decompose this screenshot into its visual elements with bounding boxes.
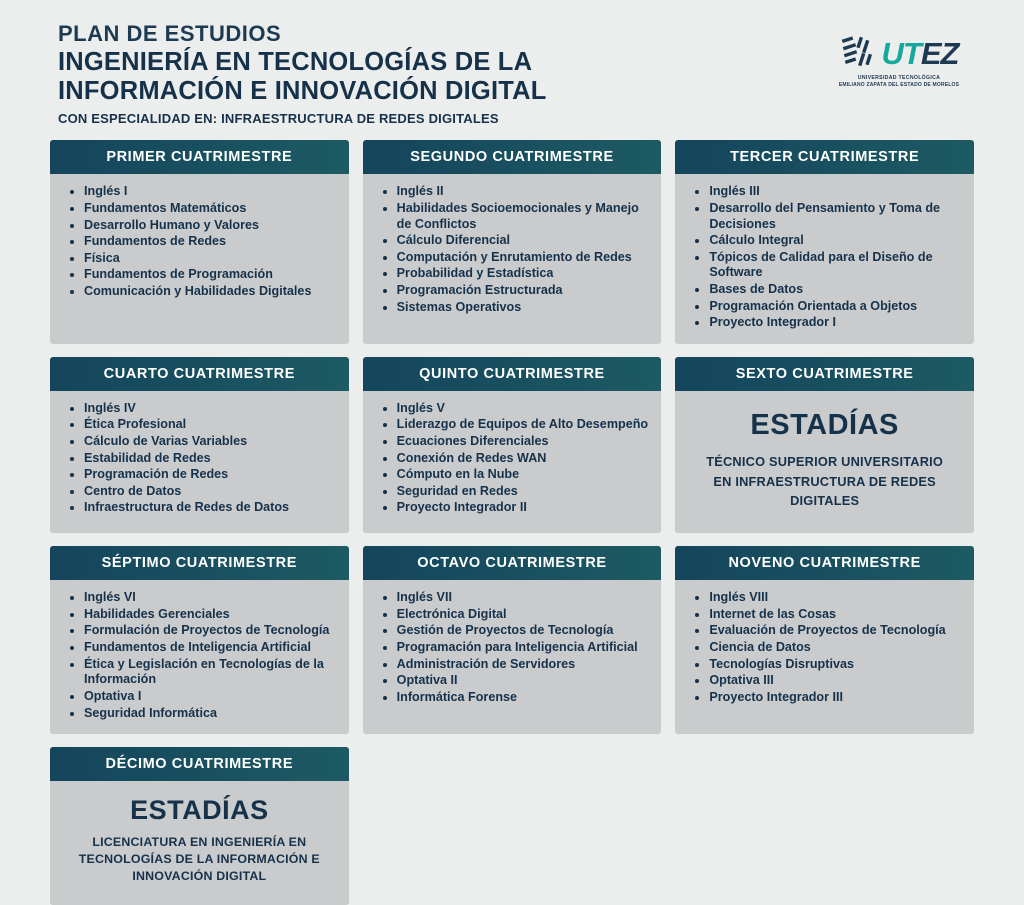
utez-logo xyxy=(824,18,974,88)
course-item: • Desarrollo del Pensamiento y Toma de Decisiones xyxy=(709,201,962,232)
term-card xyxy=(363,357,662,533)
course-item: • Seguridad en Redes xyxy=(397,484,650,500)
course-item: • Inglés III xyxy=(709,184,962,200)
course-item: • Desarrollo Humano y Valores xyxy=(84,218,337,234)
course-item: • Ciencia de Datos xyxy=(709,640,962,656)
page-title xyxy=(58,48,547,105)
term-card-title: SEGUNDO CUATRIMESTRE xyxy=(363,140,662,174)
page-title-eyebrow: PLAN DE ESTUDIOS xyxy=(58,21,282,46)
term-card xyxy=(675,546,974,734)
course-item: • Inglés I xyxy=(84,184,337,200)
course-item: • Inglés II xyxy=(397,184,650,200)
term-card-title: CUARTO CUATRIMESTRE xyxy=(50,357,349,391)
course-item: • Seguridad Informática xyxy=(84,706,337,722)
term-card-courses xyxy=(675,580,974,734)
page-header xyxy=(50,18,974,126)
course-item: • Fundamentos de Redes xyxy=(84,234,337,250)
term-card-title: TERCER CUATRIMESTRE xyxy=(675,140,974,174)
course-item: • Comunicación y Habilidades Digitales xyxy=(84,284,337,300)
term-card xyxy=(363,546,662,734)
estadias-degree: TÉCNICO SUPERIOR UNIVERSITARIO EN INFRAESTRUCTURA DE REDES DIGITALES xyxy=(706,453,944,509)
page-title-line1: INGENIERÍA EN TECNOLOGÍAS DE LA xyxy=(58,48,533,77)
term-card-title: SEXTO CUATRIMESTRE xyxy=(675,357,974,391)
course-item: • Optativa II xyxy=(397,673,650,689)
term-card xyxy=(50,747,349,905)
course-item: • Ecuaciones Diferenciales xyxy=(397,434,650,450)
course-item: • Gestión de Proyectos de Tecnología xyxy=(397,623,650,639)
course-item: • Inglés VIII xyxy=(709,590,962,606)
course-item: • Habilidades Gerenciales xyxy=(84,607,337,623)
logo-row xyxy=(824,34,974,72)
course-item: • Cálculo Diferencial xyxy=(397,233,650,249)
term-card-courses xyxy=(50,174,349,343)
course-item: • Electrónica Digital xyxy=(397,607,650,623)
course-item: • Programación Orientada a Objetos xyxy=(709,299,962,315)
term-card-courses xyxy=(50,580,349,734)
course-item: • Tópicos de Calidad para el Diseño de Software xyxy=(709,250,962,281)
course-item: • Administración de Servidores xyxy=(397,657,650,673)
term-card-title: DÉCIMO CUATRIMESTRE xyxy=(50,747,349,781)
course-item: • Liderazgo de Equipos de Alto Desempeño xyxy=(397,417,650,433)
course-item: • Inglés VII xyxy=(397,590,650,606)
term-card-courses xyxy=(363,174,662,343)
term-card-courses xyxy=(363,391,662,533)
course-item: • Evaluación de Proyectos de Tecnología xyxy=(709,623,962,639)
estadias-title: ESTADÍAS xyxy=(750,408,899,441)
course-item: • Conexión de Redes WAN xyxy=(397,451,650,467)
course-item: • Cálculo de Varias Variables xyxy=(84,434,337,450)
course-item: • Bases de Datos xyxy=(709,282,962,298)
logo-word-ez: EZ xyxy=(920,35,959,71)
specialty-subtitle: CON ESPECIALIDAD EN: INFRAESTRUCTURA DE REDES DIGITALES xyxy=(58,111,499,127)
course-item: • Estabilidad de Redes xyxy=(84,451,337,467)
course-item: • Tecnologías Disruptivas xyxy=(709,657,962,673)
term-card-estadias xyxy=(50,781,349,905)
estadias-title: ESTADÍAS xyxy=(130,795,269,826)
term-card xyxy=(50,546,349,734)
spacer xyxy=(363,747,662,905)
course-item: • Infraestructura de Redes de Datos xyxy=(84,500,337,516)
course-item: • Programación de Redes xyxy=(84,467,337,483)
term-card xyxy=(675,140,974,343)
term-card xyxy=(675,357,974,533)
course-item: • Cómputo en la Nube xyxy=(397,467,650,483)
course-item: • Ética Profesional xyxy=(84,417,337,433)
terms-grid xyxy=(50,140,974,734)
course-item: • Fundamentos de Inteligencia Artificial xyxy=(84,640,337,656)
term-card-courses xyxy=(50,391,349,533)
logo-caption-university: UNIVERSIDAD TECNOLÓGICA xyxy=(857,75,941,81)
course-item: • Optativa III xyxy=(709,673,962,689)
term-card-estadias xyxy=(675,391,974,533)
estadias-degree: LICENCIATURA EN INGENIERÍA EN TECNOLOGÍAS DE LA INFORMACIÓN E INNOVACIÓN DIGITAL xyxy=(78,835,320,884)
course-item: • Inglés VI xyxy=(84,590,337,606)
course-item: • Programación para Inteligencia Artificial xyxy=(397,640,650,656)
course-item: • Fundamentos de Programación xyxy=(84,267,337,283)
spacer xyxy=(675,747,974,905)
course-item: • Optativa I xyxy=(84,689,337,705)
term-card-courses xyxy=(675,174,974,343)
term-card-courses xyxy=(363,580,662,734)
course-item: • Ética y Legislación en Tecnologías de la Información xyxy=(84,657,337,688)
course-item: • Inglés V xyxy=(397,401,650,417)
course-item: • Computación y Enrutamiento de Redes xyxy=(397,250,650,266)
course-item: • Formulación de Proyectos de Tecnología xyxy=(84,623,337,639)
logo-caption-location: EMILIANO ZAPATA DEL ESTADO DE MORELOS xyxy=(838,82,960,88)
course-item: • Habilidades Socioemocionales y Manejo de Conflictos xyxy=(397,201,650,232)
term-card xyxy=(50,140,349,343)
course-item: • Centro de Datos xyxy=(84,484,337,500)
final-term-row xyxy=(50,747,974,905)
course-item: • Inglés IV xyxy=(84,401,337,417)
page-title-line2: INFORMACIÓN E INNOVACIÓN DIGITAL xyxy=(58,76,547,105)
term-card-title: SÉPTIMO CUATRIMESTRE xyxy=(50,546,349,580)
title-block xyxy=(58,18,547,126)
course-item: • Programación Estructurada xyxy=(397,283,650,299)
term-card-title: OCTAVO CUATRIMESTRE xyxy=(363,546,662,580)
course-item: • Cálculo Integral xyxy=(709,233,962,249)
logo-wordmark xyxy=(881,35,959,71)
course-item: • Física xyxy=(84,251,337,267)
course-item: • Informática Forense xyxy=(397,690,650,706)
course-item: • Fundamentos Matemáticos xyxy=(84,201,337,217)
term-card-title: QUINTO CUATRIMESTRE xyxy=(363,357,662,391)
course-item: • Internet de las Cosas xyxy=(709,607,962,623)
course-item: • Proyecto Integrador II xyxy=(397,500,650,516)
term-card xyxy=(363,140,662,343)
course-item: • Probabilidad y Estadística xyxy=(397,266,650,282)
logo-glyph-icon xyxy=(840,34,878,72)
course-item: • Proyecto Integrador III xyxy=(709,690,962,706)
course-item: • Sistemas Operativos xyxy=(397,300,650,316)
logo-word-ut: UT xyxy=(881,35,921,71)
term-card-title: PRIMER CUATRIMESTRE xyxy=(50,140,349,174)
term-card xyxy=(50,357,349,533)
term-card-title: NOVENO CUATRIMESTRE xyxy=(675,546,974,580)
course-item: • Proyecto Integrador I xyxy=(709,315,962,331)
